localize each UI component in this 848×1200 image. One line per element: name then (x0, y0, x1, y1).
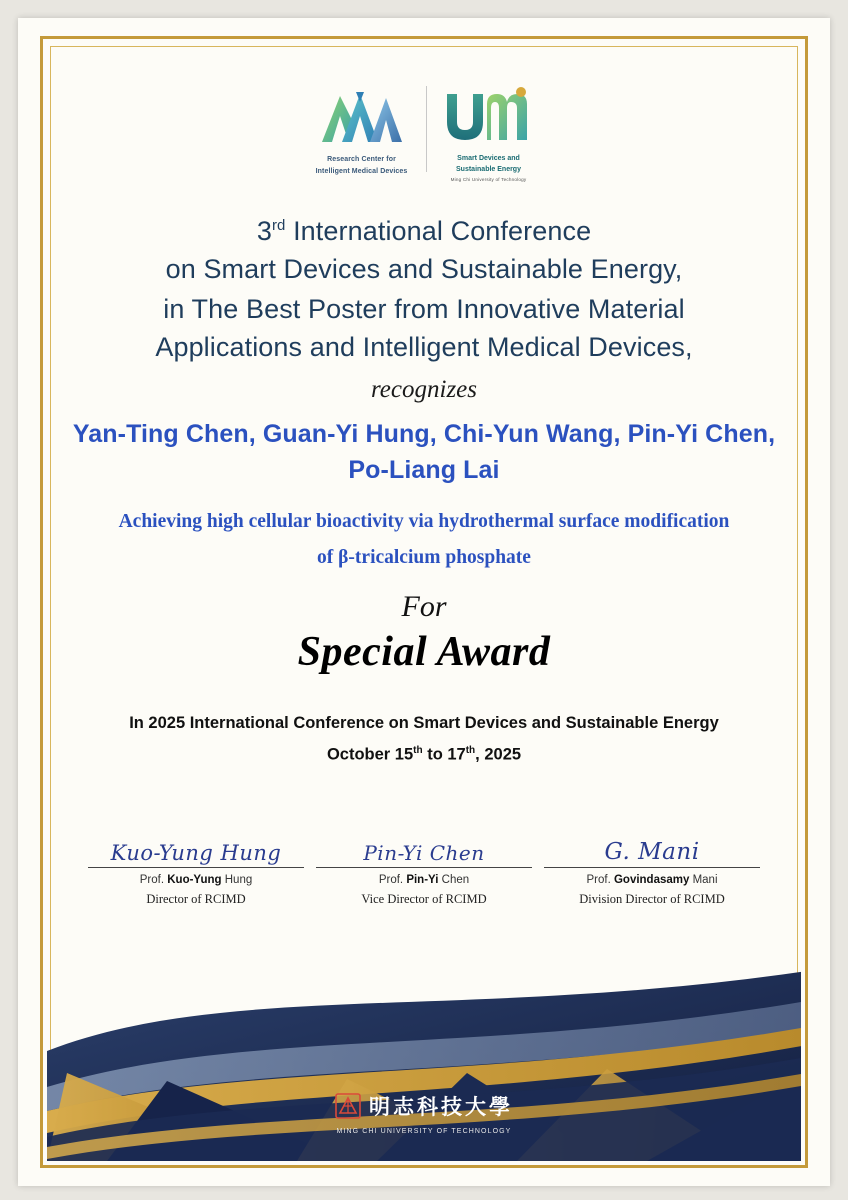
headline-line-1 (64, 212, 784, 250)
signature-rule (316, 867, 532, 868)
signature-role-director: Director of RCIMD (146, 891, 246, 906)
headline-line-2: on Smart Devices and Sustainable Energy, (165, 253, 683, 284)
university-name-cn: 明志科技大學 (369, 1095, 513, 1119)
event-date-end-suffix: th (465, 745, 476, 757)
event-date-start-suffix: th (413, 745, 423, 757)
award-name: Special Award (297, 629, 551, 676)
icsdse-caption-sub: Ming Chi University of Technology (450, 176, 527, 182)
signature-name-bold: Pin-Yi (406, 873, 439, 886)
for-label: For (401, 590, 447, 624)
icsdse-caption-line1: Smart Devices and (457, 155, 520, 162)
recognizes-label: recognizes (371, 375, 477, 403)
certificate-content (64, 58, 784, 1146)
signature-name-prefix: Prof. (586, 873, 614, 886)
event-date (64, 745, 784, 765)
certificate-paper (18, 18, 830, 1186)
signature-name-division-director (538, 874, 766, 886)
signature-block-division-director (538, 823, 766, 907)
signature-name-prefix: Prof. (139, 873, 168, 886)
rcimd-caption-line2: Intelligent Medical Devices (315, 167, 408, 175)
headline-line-1-text: International Conference (285, 215, 592, 246)
logo-row (64, 86, 784, 182)
signature-block-director (82, 823, 310, 907)
university-name-en: MING CHI UNIVERSITY OF TECHNOLOGY (336, 1128, 512, 1135)
signature-name-director (82, 874, 310, 886)
headline-line-3: in The Best Poster from Innovative Material (163, 294, 685, 325)
rcimd-mark-icon (312, 135, 412, 152)
signature-row (64, 823, 784, 907)
rcimd-caption-line1: Research Center for (327, 156, 396, 163)
event-date-year: , 2025 (475, 745, 522, 764)
signature-name-suffix: Hung (221, 873, 253, 886)
signature-name-prefix: Prof. (378, 873, 407, 886)
awardee-names: Yan-Ting Chen, Guan-Yi Hung, Chi-Yun Wang, Pin-Yi Chen, Po-Liang Lai (72, 419, 776, 485)
signature-name-suffix: Mani (689, 873, 718, 886)
event-date-start: October 15 (326, 745, 414, 764)
signature-name-bold: Govindasamy (613, 873, 690, 886)
signature-script-director: Kuo-Yung Hung (110, 840, 282, 865)
event-date-middle: to 17 (422, 745, 466, 764)
event-line: In 2025 International Conference on Smart Devices and Sustainable Energy (129, 714, 719, 733)
signature-block-vice-director (310, 823, 538, 907)
project-title-line-1: Achieving high cellular bioactivity via hydrothermal surface modification (118, 511, 730, 533)
signature-role-vice-director: Vice Director of RCIMD (361, 891, 487, 906)
logo-divider (426, 86, 427, 172)
rcimd-logo-block (312, 86, 412, 177)
icsdse-mark-icon (441, 135, 537, 152)
signature-role-division-director: Division Director of RCIMD (579, 891, 725, 906)
signature-script-vice-director: Pin-Yi Chen (363, 840, 485, 865)
headline-ordinal: 3 (256, 215, 272, 246)
icsdse-caption-line2: Sustainable Energy (456, 165, 521, 173)
project-title-line-2: of β-tricalcium phosphate (317, 547, 531, 569)
icsdse-logo-block (441, 86, 537, 182)
signature-rule (88, 867, 304, 868)
headline-line-4: Applications and Intelligent Medical Devices, (155, 332, 693, 363)
signature-name-bold: Kuo-Yung (167, 873, 222, 886)
project-title (64, 504, 784, 576)
signature-name-suffix: Chen (438, 873, 470, 886)
signature-name-vice-director (310, 874, 538, 886)
conference-headline (64, 212, 784, 367)
headline-ordinal-suffix: rd (271, 216, 286, 234)
signature-script-division-director: G. Mani (604, 838, 700, 865)
signature-rule (544, 867, 760, 868)
